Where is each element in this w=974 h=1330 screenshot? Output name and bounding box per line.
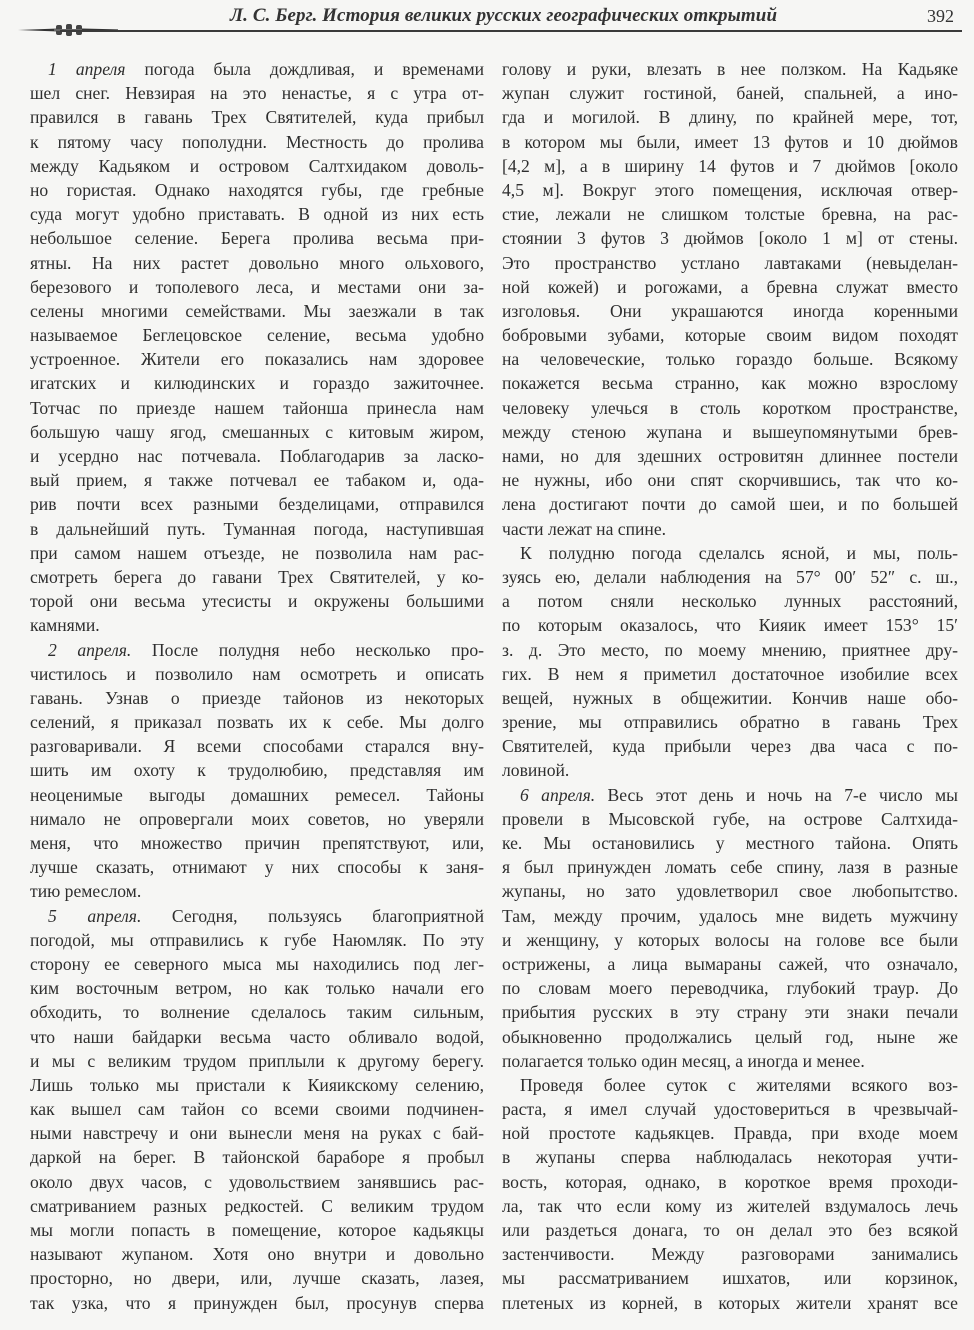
line-text: тию ремеслом. (30, 881, 142, 902)
text-line (502, 323, 958, 347)
line-text: просторно, но двери, или, лучше сказать, лазея, (30, 1268, 484, 1289)
text-line (502, 299, 958, 323)
line-text: камнями. (30, 615, 100, 636)
text-line (502, 565, 958, 589)
text-line (30, 1266, 484, 1290)
line-text: березового и тополевого леса, и местами они за- (30, 276, 484, 297)
line-text: около двух часов, с удовольствием занявшись рас- (30, 1171, 484, 1192)
text-line (30, 251, 484, 275)
text-line (502, 638, 958, 662)
running-title: Л. С. Берг. История великих русских географических открытий (230, 5, 778, 26)
text-line (30, 1000, 484, 1024)
line-text: между стеною жупана и вышеупомянутыми брев- (502, 421, 958, 442)
text-line (30, 178, 484, 202)
text-line (502, 178, 958, 202)
text-line (502, 783, 958, 807)
line-text: погодой, мы отправились к губе Наюмляк. По эту (30, 929, 484, 950)
text-line (30, 1025, 484, 1049)
line-text: так узка, что я принужден был, просунув сперва (30, 1292, 484, 1313)
text-line (502, 928, 958, 952)
text-line (502, 1218, 958, 1242)
text-line (502, 734, 958, 758)
line-text: вость, которая, однако, в короткое время проходи- (502, 1171, 958, 1192)
text-line (30, 323, 484, 347)
text-line (30, 1218, 484, 1242)
line-text: не нужны, ибо они спят скорчившись, так что ко- (502, 470, 958, 491)
text-line (502, 831, 958, 855)
line-text: нами, но для здешних островитян длиннее постели (502, 446, 958, 466)
line-text: игатских и килюдинских и гораздо зажиточнее. (30, 373, 484, 394)
text-line (30, 444, 484, 468)
text-line (30, 81, 484, 105)
text-line (30, 154, 484, 178)
line-text: жупаны, но зато удовлетворил свое любопытство. (502, 881, 958, 902)
line-text: называемое Беглецовское селение, весьма удобно (30, 325, 484, 346)
text-line (30, 879, 484, 903)
text-line (502, 1145, 958, 1169)
line-text: и женщину, у которых волосы на голове все были (502, 929, 958, 950)
line-text: мы рассматриванием ишхатов, или корзинок, (502, 1268, 958, 1289)
text-line (502, 154, 958, 178)
line-text: торой они весьма утесисты и окружены большими (30, 591, 484, 612)
text-line (502, 468, 958, 492)
text-line (30, 734, 484, 758)
text-line (502, 662, 958, 686)
text-line (30, 686, 484, 710)
text-line (30, 105, 484, 129)
text-line (30, 1097, 484, 1121)
line-text: ловиной. (502, 760, 570, 781)
text-line (30, 976, 484, 1000)
header-rule (60, 30, 962, 32)
text-line (30, 226, 484, 250)
text-line (30, 517, 484, 541)
text-line (30, 1049, 484, 1073)
text-line (502, 1170, 958, 1194)
text-line (30, 1145, 484, 1169)
line-text: гда и могилой. В длину, по крайней мере, тот, (502, 107, 958, 128)
text-line (502, 57, 958, 81)
line-text: зрение, мы отправились обратно в гавань Трех (502, 712, 958, 733)
text-line (502, 130, 958, 154)
text-line (30, 638, 484, 662)
right-column (502, 57, 958, 1315)
text-line (30, 420, 484, 444)
line-text: ятны. На них растет довольно много ольхового, (30, 252, 484, 273)
text-line (502, 1121, 958, 1145)
line-text: мы могли попасть в помещение, которое кадьякцы (30, 1220, 484, 1240)
line-text: погода была дождливая, и временами (125, 59, 484, 79)
text-line (502, 1266, 958, 1290)
line-text: Там, между прочим, удалось мне видеть мужчину (502, 905, 958, 926)
line-text: или раздеться донага, то он делал это без всякой (502, 1220, 958, 1240)
text-line (502, 904, 958, 928)
line-text: что наши байдарки весьма часто обливало водой, (30, 1026, 484, 1047)
text-line (502, 226, 958, 250)
line-text: сматриванием разных редкостей. С великим трудом (30, 1195, 484, 1216)
line-text: ной кожей) и рогожами, а бревна служат вместо (502, 276, 958, 297)
line-text: называют жупаном. Хотя оно внутри и довольно (30, 1244, 484, 1265)
line-text: селений, я приказал позвать их к себе. Мы долго (30, 712, 484, 733)
text-line (502, 105, 958, 129)
text-line (30, 807, 484, 831)
text-line (30, 541, 484, 565)
text-line (30, 831, 484, 855)
line-text: ким восточным ветром, но как только начали его (30, 978, 484, 999)
entry-date: 2 апреля. (48, 639, 132, 660)
page-header (0, 0, 974, 44)
text-line (30, 492, 484, 516)
line-text: но гористая. Однако находятся губы, где гребные (30, 179, 484, 200)
line-text: стие, лежали не слишком толстые бревна, на рас- (502, 204, 958, 225)
line-text: шел снег. Невзирая на это ненастье, я с утра от- (30, 83, 484, 104)
line-text: устроенное. Жители его показались нам здоровее (30, 349, 484, 370)
line-text: стоянии 3 футов 3 дюймов [около 1 м] от стены. (502, 228, 958, 249)
line-text: К полудню погода сделалсь ясной, и мы, поль- (520, 542, 958, 563)
text-line (502, 1049, 958, 1073)
text-line (502, 275, 958, 299)
text-line (30, 1121, 484, 1145)
text-line (30, 1194, 484, 1218)
line-text: После полудня небо несколько про- (131, 639, 484, 660)
text-line (30, 710, 484, 734)
text-line (502, 517, 958, 541)
line-text: неоценимые выгоды домашних ремесел. Тайоны (30, 784, 484, 805)
line-text: провели в Мысовской губе, на острове Салтхида- (502, 808, 958, 829)
text-line (30, 928, 484, 952)
line-text: голову и руки, влезать в нее ползком. На Кадьяке (502, 59, 958, 79)
line-text: лучше сказать, отнимают у них способы к заня- (30, 857, 484, 878)
line-text: по которым оказалось, что Кияик имеет 153° 15′ (502, 615, 958, 636)
text-line (502, 541, 958, 565)
text-line (30, 57, 484, 81)
text-line (30, 565, 484, 589)
line-text: острижены, а лица вымараны сажей, что означало, (502, 953, 958, 974)
line-text: части лежат на спине. (502, 518, 667, 539)
text-line (502, 1025, 958, 1049)
line-text: большую чашу ягод, смешанных с китовым жиром, (30, 421, 484, 442)
text-line (30, 468, 484, 492)
line-text: как вышел сам тайон со всеми своими подчинен- (30, 1099, 484, 1120)
text-line (30, 202, 484, 226)
text-line (30, 1073, 484, 1097)
text-line (502, 1291, 958, 1315)
line-text: Весь этот день и ночь на 7-е число мы (595, 784, 958, 805)
text-line (502, 420, 958, 444)
text-line (30, 758, 484, 782)
line-text: Проведя более суток с жителями всякого воз- (520, 1074, 958, 1095)
line-text: и усердно нас потчевала. Поблагодарив за ласко- (30, 446, 484, 466)
line-text: прибытия русских в эту страну эти знаки печали (502, 1002, 958, 1023)
text-line (30, 589, 484, 613)
line-text: между Кадьяком и островом Салтхидаком доволь- (30, 155, 484, 176)
text-line (502, 613, 958, 637)
page-number: 392 (927, 6, 954, 26)
entry-date: 6 апреля. (520, 784, 596, 805)
text-line (502, 1097, 958, 1121)
line-text: [4,2 м], а в ширину 14 футов и 7 дюймов [около (502, 155, 958, 176)
line-text: ной простоте кадьякцев. Правда, при входе моем (502, 1123, 958, 1144)
line-text: по словам моего переводчика, глубокий траур. До (502, 978, 958, 999)
line-text: зуясь ею, делали наблюдения на 57° 00′ 52″ с. ш., (502, 566, 958, 587)
line-text: Тотчас по приезде нашем тайонша принесла нам (30, 397, 484, 418)
text-line (30, 396, 484, 420)
line-text: Лишь только мы пристали к Кияикскому селению, (30, 1074, 484, 1095)
line-text: селены многими семействами. Мы заезжали в так (30, 300, 484, 321)
line-text: меня, что множество причин препятствуют, или, (30, 833, 484, 853)
line-text: в котором мы были, имеет 13 футов и 10 дюймов (502, 131, 958, 152)
text-line (30, 1242, 484, 1266)
line-text: з. д. Это место, по моему мнению, приятнее дру- (502, 639, 958, 660)
text-line (502, 1073, 958, 1097)
line-text: раста, я имел случай удостовериться в чрезвычай- (502, 1099, 958, 1120)
line-text: вый прием, я также потчевал ее табаком и, ода- (30, 470, 484, 491)
line-text: вещей, нужных в общежитии. Кончив наше обо- (502, 687, 958, 708)
line-text: изголовья. Они украшаются иногда коренными (502, 300, 958, 321)
text-line (30, 855, 484, 879)
line-text: рив почти всех разными безделицами, отправился (30, 494, 484, 515)
line-text: чистилось и позволило нам осмотреть и описать (30, 663, 484, 684)
text-line (502, 686, 958, 710)
line-text: гавань. Узнав о приезде тайонов из некоторых (30, 687, 484, 708)
text-line (30, 299, 484, 323)
line-text: застенчивости. Между разговорами занимались (502, 1244, 958, 1265)
text-line (30, 662, 484, 686)
text-line (502, 371, 958, 395)
line-text: человеку улечься в столь коротком пространстве, (502, 397, 958, 418)
text-line (502, 81, 958, 105)
text-line (30, 1170, 484, 1194)
line-text: обыкновенно продолжались целый год, ныне же (502, 1026, 958, 1047)
line-text: 4,5 м]. Вокруг этого помещения, исключая отвер- (502, 179, 958, 200)
text-line (502, 492, 958, 516)
text-line (30, 904, 484, 928)
text-line (30, 1291, 484, 1315)
line-text: правился в гавань Трех Святителей, куда прибыл (30, 107, 484, 128)
line-text: сторону ее северного мыса мы находились под лег- (30, 953, 484, 974)
line-text: бобровыми зубами, которые своим видом походят (502, 325, 958, 346)
text-line (30, 371, 484, 395)
text-line (502, 1242, 958, 1266)
left-column (30, 57, 484, 1315)
text-line (30, 952, 484, 976)
text-line (502, 396, 958, 420)
text-line (30, 275, 484, 299)
text-line (502, 807, 958, 831)
text-line (30, 783, 484, 807)
text-line (502, 251, 958, 275)
text-line (502, 710, 958, 734)
text-line (502, 758, 958, 782)
text-line (502, 444, 958, 468)
text-line (30, 347, 484, 371)
line-text: Сегодня, пользуясь благоприятной (141, 905, 484, 926)
line-text: небольшое селение. Берега пролива весьма при- (30, 228, 484, 249)
line-text: а потом сняли несколько лунных расстояний, (502, 591, 958, 612)
text-line (502, 952, 958, 976)
line-text: нимало не опровергали моих советов, но уверяли (30, 808, 484, 829)
text-line (502, 879, 958, 903)
line-text: даркой на берег. В тайонской бараборе я пробыл (30, 1147, 484, 1168)
text-line (502, 589, 958, 613)
entry-date: 5 апреля. (48, 905, 142, 926)
line-text: лена достигают почти до самой шеи, и по большей (502, 494, 958, 515)
text-line (502, 202, 958, 226)
line-text: шить им охоту к трудолюбию, представляя им (30, 760, 484, 781)
text-line (502, 976, 958, 1000)
text-line (502, 1194, 958, 1218)
line-text: Это пространство устлано лавтаками (невыделан- (502, 252, 958, 273)
text-line (30, 613, 484, 637)
line-text: смотреть берега до гавани Трех Святителей, у ко- (30, 566, 484, 587)
line-text: ными навстречу и они вынесли меня на руках с бай- (30, 1123, 484, 1144)
text-line (502, 347, 958, 371)
line-text: полагается только один месяц, а иногда и менее. (502, 1050, 865, 1071)
line-text: ке. Мы остановились у местного тайона. Опять (502, 833, 958, 853)
line-text: на человеческие, только гораздо больше. Всякому (502, 349, 958, 370)
line-text: покажется весьма странно, как можно взрослому (502, 373, 958, 394)
line-text: Святителей, куда прибыли через два часа с по- (502, 736, 958, 757)
line-text: в дальнейший путь. Туманная погода, наступившая (30, 518, 484, 539)
text-line (30, 130, 484, 154)
entry-date: 1 апреля (48, 59, 126, 79)
line-text: я был принужден ломать себе спину, лазя в разные (502, 857, 958, 878)
text-line (502, 1000, 958, 1024)
line-text: и мы с великим трудом приплыли к другому берегу. (30, 1050, 484, 1071)
line-text: суда могут удобно приставать. В одной из них есть (30, 204, 484, 225)
line-text: в жупаны сперва наблюдалась некоторая учти- (502, 1147, 958, 1168)
line-text: разговаривали. Я всеми способами старался вну- (30, 736, 484, 757)
line-text: к пятому часу пополудни. Местность до пролива (30, 131, 484, 152)
line-text: ла, так что если кому из жителей вздумалось лечь (502, 1195, 958, 1216)
line-text: гих. В нем я приметил достаточное изобилие всех (502, 663, 958, 684)
line-text: обходить, то волнение сделалось таким сильным, (30, 1002, 484, 1023)
text-line (502, 855, 958, 879)
line-text: при самом нашем отъезде, не позволила нам рас- (30, 542, 484, 563)
line-text: плетеных из корней, в которых жители хранят все (502, 1292, 958, 1313)
line-text: жупан служит гостиной, баней, спальней, а ино- (502, 83, 958, 104)
